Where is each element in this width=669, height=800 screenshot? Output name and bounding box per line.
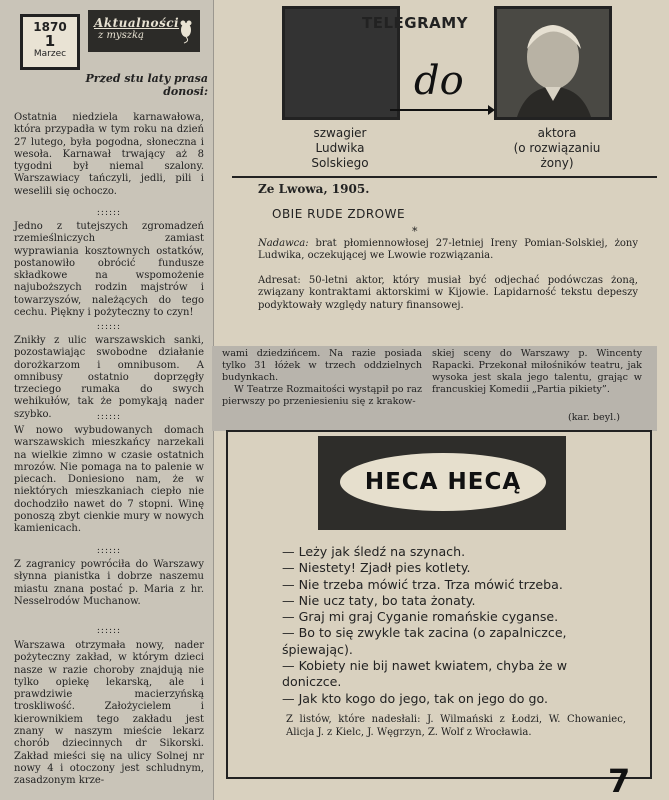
continuation-column-1 [222,348,422,408]
date-box [20,14,80,70]
logo-title: Aktualności [94,16,180,30]
caption-line: (o rozwiązaniu [513,141,601,155]
joke-line: — Jak kto kogo do jego, tak on jego do go. [282,690,548,706]
heca-credits: Z listów, które nadesłali: J. Wilmański z Łodzi, W. Chowaniec, Alicja J. z Kielc, J. Węgrzyn, Z. Wolf z Wrocławia. [286,714,626,738]
caption-line: Ludwika [315,141,365,155]
heca-jokes [282,544,628,707]
left-paragraph-5: Z zagranicy powróciła do Warszawy słynna pianistka i dobrze naszemu miastu znana postać p. Maria z hr. Nesselrodów Muchanow. [14,559,204,607]
left-paragraph-3: Znikły z ulic warszawskich sanki, pozostawiając swobodne działanie dorożkarzom i omnibusom. A omnibusy ostatnio doprzęgły trzeciego rumaka do swych wehikułów, tak że pomykają nader szybko. [14,335,204,420]
left-separator: :::::: [96,546,122,556]
telegram-recipient-note [258,275,638,312]
left-header: Przed stu laty prasa donosi: [85,72,208,98]
actor-portrait [494,6,612,120]
continuation-column-2: skiej sceny do Warszawy p. Wincenty Rapacki. Przekonał miłośników teatru, jak wysoka jest skala jego talentu, grając w francuskiej Komedii „Partia pikiety”. [432,348,642,395]
left-separator: :::::: [96,412,122,422]
telegram-message: OBIE RUDE ZDROWE [272,207,406,221]
date-month: Marzec [33,49,67,59]
left-paragraph-4: W nowo wybudowanych domach warszawskich mieszkańcy narzekali na wielkie zimno w czasie ostatnich mrozów. Nie pomaga na to palenie w piecach. Doniesiono nam, że w niektórych mieszkaniach ciepło nie dochodziło nawet do 7 stopni. Winę ponoszą zbyt cienkie mury w nowych kamienicach. [14,425,204,535]
nadawca-text: brat płomiennowłosej 27-letniej Ireny Pomian-Solskiej, żony Ludwika, oczekującej we Lwowie rozwiązania. [258,238,638,262]
joke-line: — Nie trzeba mówić trza. Trza mówić trzeba. [282,576,563,592]
divider [232,176,657,178]
caption-line: aktora [537,126,577,140]
left-separator: :::::: [96,208,122,218]
caption-line: żony) [540,156,574,170]
logo-subtitle: z myszką [98,30,145,41]
joke-line: — Niestety! Zjadł pies kotlety. [282,560,471,576]
telegram-sender-note [258,238,638,263]
telegrams-title: TELEGRAMY [361,14,469,32]
telegram-place: Ze Lwowa, 1905. [258,182,370,196]
date-day: 1 [44,32,56,50]
recipient-caption [482,126,632,171]
joke-line: — Bo to się zwykle tak zacina (o zapalniczce, śpiewając). [282,625,567,657]
left-separator: :::::: [96,322,122,332]
joke-line: — Graj mi graj Cyganie romańskie cyganse. [282,609,559,625]
caption-line: Solskiego [311,156,369,170]
heca-title: HECA HECĄ [340,453,546,511]
sender-caption [280,126,400,171]
joke-line: — Kobiety nie bij nawet kwiatem, chyba że w doniczce. [282,658,567,690]
star-separator: * [412,225,418,238]
caption-line: szwagier [313,126,367,140]
joke-line: — Nie ucz taty, bo tata żonaty. [282,592,476,608]
joke-line: — Leży jak śledź na szynach. [282,544,466,559]
left-separator: :::::: [96,626,122,636]
adresat-text: 50-letni aktor, który musiał być odjechać podówczas żoną, związany kontraktami aktorskimi w Kijowie. Lapidarność tekstu depeszy podyktowały względy natury finansowej. [258,275,638,311]
continuation-text: wami dziedzińcem. Na razie posiada tylko 31 łóżek w trzech oddzielnych budynkach. [222,348,422,383]
do-handwritten: do [414,58,464,104]
author-signature: (kar. beyl.) [568,412,621,423]
page-number: 7 [608,762,631,800]
left-paragraph-1: Ostatnia niedziela karnawałowa, która przypadła w tym roku na dzień 27 lutego, była pogodna, słoneczna i wesoła. Karnawał trwający aż 8 tygodni był niemal szalony. Warszawiacy tańczyli, jedli, pili i weselili się ochoczo. [14,112,204,197]
continuation-text: W Teatrze Rozmaitości wystąpił po raz pierwszy po przeniesieniu się z krakow- [222,384,422,407]
aktualnosci-logo [88,10,200,52]
nadawca-label: Nadawca: [258,238,309,249]
adresat-label: Adresat: [258,275,301,286]
date-year: 1870 [33,20,67,34]
left-paragraph-2: Jedno z tutejszych zgromadzeń rzemieślniczych zamiast wyprawiania kosztownych ostatków, postanowiło obrócić fundusze składkowe na wspomożenie najuboższych rodzin majstrów i towarzyszów, należących do tego cechu. Piękny i pożyteczny to czyn! [14,221,204,319]
left-paragraph-6: Warszawa otrzymała nowy, nader pożyteczny zakład, w którym dzieci nasze w razie choroby znajdują nie tylko opiekę lekarską, ale i prawdziwie macierzyńską troskliwość. Założycielem i kierownikiem tego zakładu jest znany w naszym mieście lekarz chorób dziecinnych dr Sikorski. Zakład mieści się na ulicy Solnej nr nowy 4 i otoczony jest schludnym, zasadzonym krze- [14,640,204,787]
mouse-icon [178,16,194,44]
